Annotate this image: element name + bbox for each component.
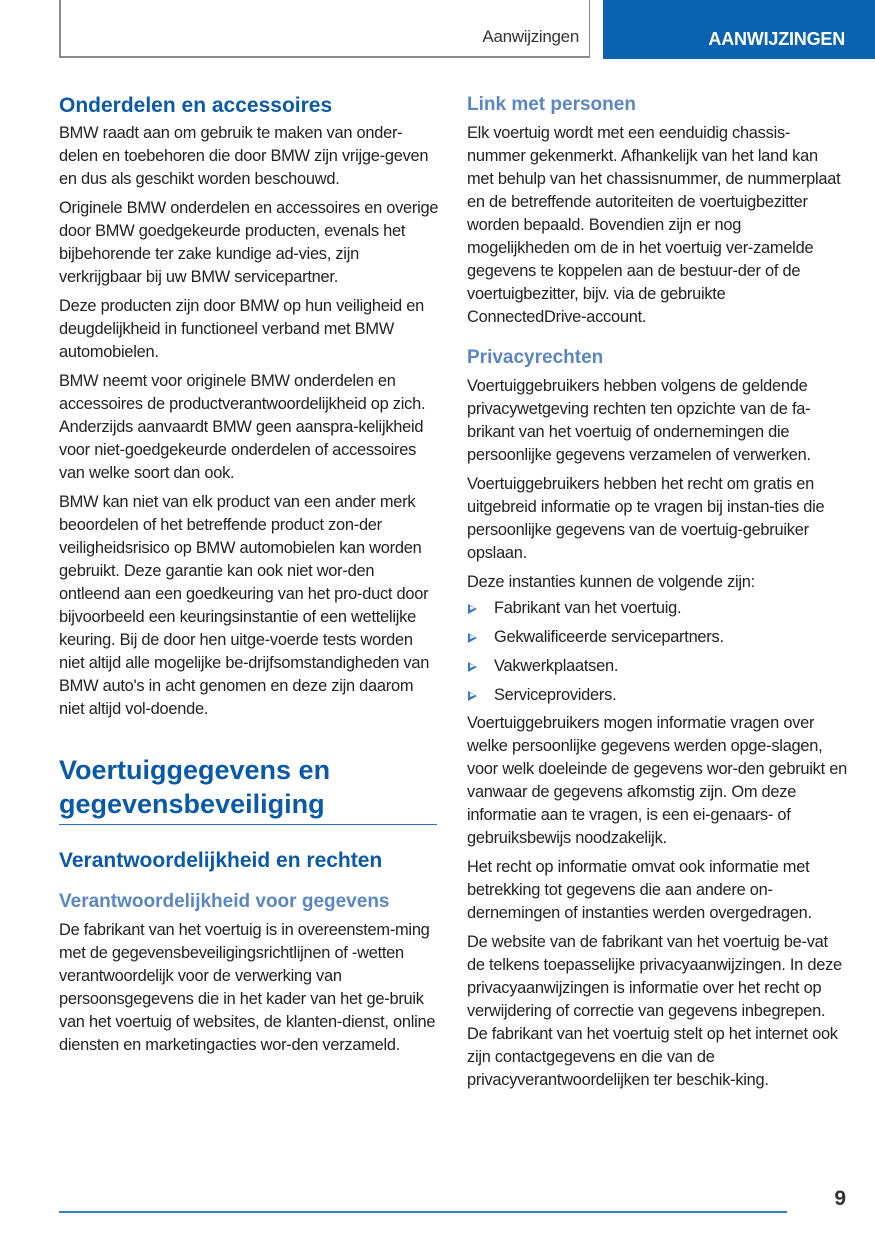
paragraph: Deze producten zijn door BMW op hun veiligheid en deugdelijkheid in functioneel verband met BMW automobielen. (59, 297, 424, 361)
paragraph: Deze instanties kunnen de volgende zijn: (467, 573, 755, 591)
subsection-title-gegevens: Verantwoordelijkheid voor gegevens (59, 891, 390, 912)
triangle-bullet-icon (468, 633, 477, 643)
list-item (467, 681, 847, 710)
list-item-text: Gekwalificeerde servicepartners. (494, 628, 724, 646)
triangle-bullet-icon (468, 604, 477, 614)
subsection-title-link: Link met personen (467, 94, 636, 115)
triangle-bullet-icon (468, 662, 477, 672)
left-column (59, 92, 439, 1063)
paragraph: De website van de fabrikant van het voertuig be-vat de telkens toepasselijke privacyaanwijzingen. In deze privacyaanwijzingen is informatie over het recht op verwijdering of correctie van gegevens inbegrepen. De fabrikant van het voertuig stelt op het internet ook zijn contactgegevens en die van de privacyverantwoordelijken ter beschik-king. (467, 933, 842, 1089)
paragraph: Originele BMW onderdelen en accessoires en overige door BMW goedgekeurde producten, evenals het bijbehorende ter zake kundige ad-vies, zijn verkrijgbaar bij uw BMW servicepartner. (59, 199, 439, 286)
list-item (467, 623, 847, 652)
chapter-tab (603, 0, 875, 59)
paragraph: De fabrikant van het voertuig is in overeenstem-ming met de gegevensbeveiligingsrichtlijnen of -wetten verantwoordelijk voor de verwerking van persoonsgegevens die in het kader van het ge-bruik van het voertuig of websites, de klanten-dienst, online diensten en marketingacties wor-den verzameld. (59, 921, 436, 1054)
page-number: 9 (834, 1187, 846, 1210)
right-column (467, 92, 847, 1098)
list-item-text: Vakwerkplaatsen. (494, 657, 619, 675)
footer-rule (59, 1211, 787, 1213)
paragraph: Voertuiggebruikers hebben het recht om gratis en uitgebreid informatie op te vragen bij instan-ties die persoonlijke gegevens van de voertuig-gebruiker opslaan. (467, 475, 825, 562)
paragraph: Voertuiggebruikers mogen informatie vragen over welke persoonlijke gegevens werden opge-slagen, voor welk doeleinde de gegevens wor-den gebruikt en vanwaar de gegevens afkomstig zijn. Om deze informatie aan te vragen, is een ei-genaars- of gebruiksbewijs noodzakelijk. (467, 714, 847, 847)
subsection-title-privacy: Privacyrechten (467, 347, 604, 368)
section-title-verantwoordelijkheid: Verantwoordelijkheid en rechten (59, 849, 383, 872)
triangle-bullet-icon (468, 691, 477, 701)
paragraph: Het recht op informatie omvat ook informatie met betrekking tot gegevens die aan andere on-dernemingen of instanties werden overgedragen. (467, 858, 812, 922)
chapter-title: Voertuiggegevens en gegevensbeveiliging (59, 753, 437, 825)
paragraph: Elk voertuig wordt met een eenduidig chassis-nummer gekenmerkt. Afhankelijk van het land kan met behulp van het chassisnummer, de nummerplaat en de betreffende autoriteiten de voertuigbezitter worden bepaald. Bovendien zijn er nog mogelijkheden om de in het voertuig ver-zamelde gegevens te koppelen aan de bestuur-der of de voertuigbezitter, bijv. via de gebruikte ConnectedDrive-account. (467, 124, 841, 326)
running-header-box (59, 0, 590, 58)
list-item (467, 594, 847, 623)
list-item-text: Fabrikant van het voertuig. (494, 599, 682, 617)
list-item-text: Serviceproviders. (494, 686, 617, 704)
paragraph: BMW kan niet van elk product van een ander merk beoordelen of het betreffende product zon-der veiligheidsrisico op BMW automobielen kan worden gebruikt. Deze garantie kan ook niet wor-den ontleend aan een goedkeuring van het pro-duct door bijvoorbeeld een keuringsinstantie of een wettelijke keuring. Bij de door hen uitge-voerde tests worden niet altijd alle mogelijke be-drijfsomstandigheden van BMW auto's in acht genomen en deze zijn daarom niet altijd vol-doende. (59, 493, 430, 718)
running-header-label: Aanwijzingen (482, 27, 579, 46)
section-title-onderdelen: Onderdelen en accessoires (59, 94, 333, 117)
paragraph: BMW raadt aan om gebruik te maken van onder-delen en toebehoren die door BMW zijn vrijge-geven en dus als geschikt worden beschouwd. (59, 124, 429, 188)
list-item (467, 652, 847, 681)
paragraph: Voertuiggebruikers hebben volgens de geldende privacywetgeving rechten ten opzichte van de fa-brikant van het voertuig of ondernemingen die persoonlijke gegevens verzamelen of verwerken. (467, 377, 811, 464)
paragraph: BMW neemt voor originele BMW onderdelen en accessoires de productverantwoordelijkheid op zich. Anderzijds aanvaardt BMW geen aanspra-kelijkheid voor niet-goedgekeurde onderdelen of accessoires van welke soort dan ook. (59, 372, 426, 482)
chapter-tab-label: AANWIJZINGEN (708, 29, 845, 49)
bullet-list (467, 594, 847, 710)
